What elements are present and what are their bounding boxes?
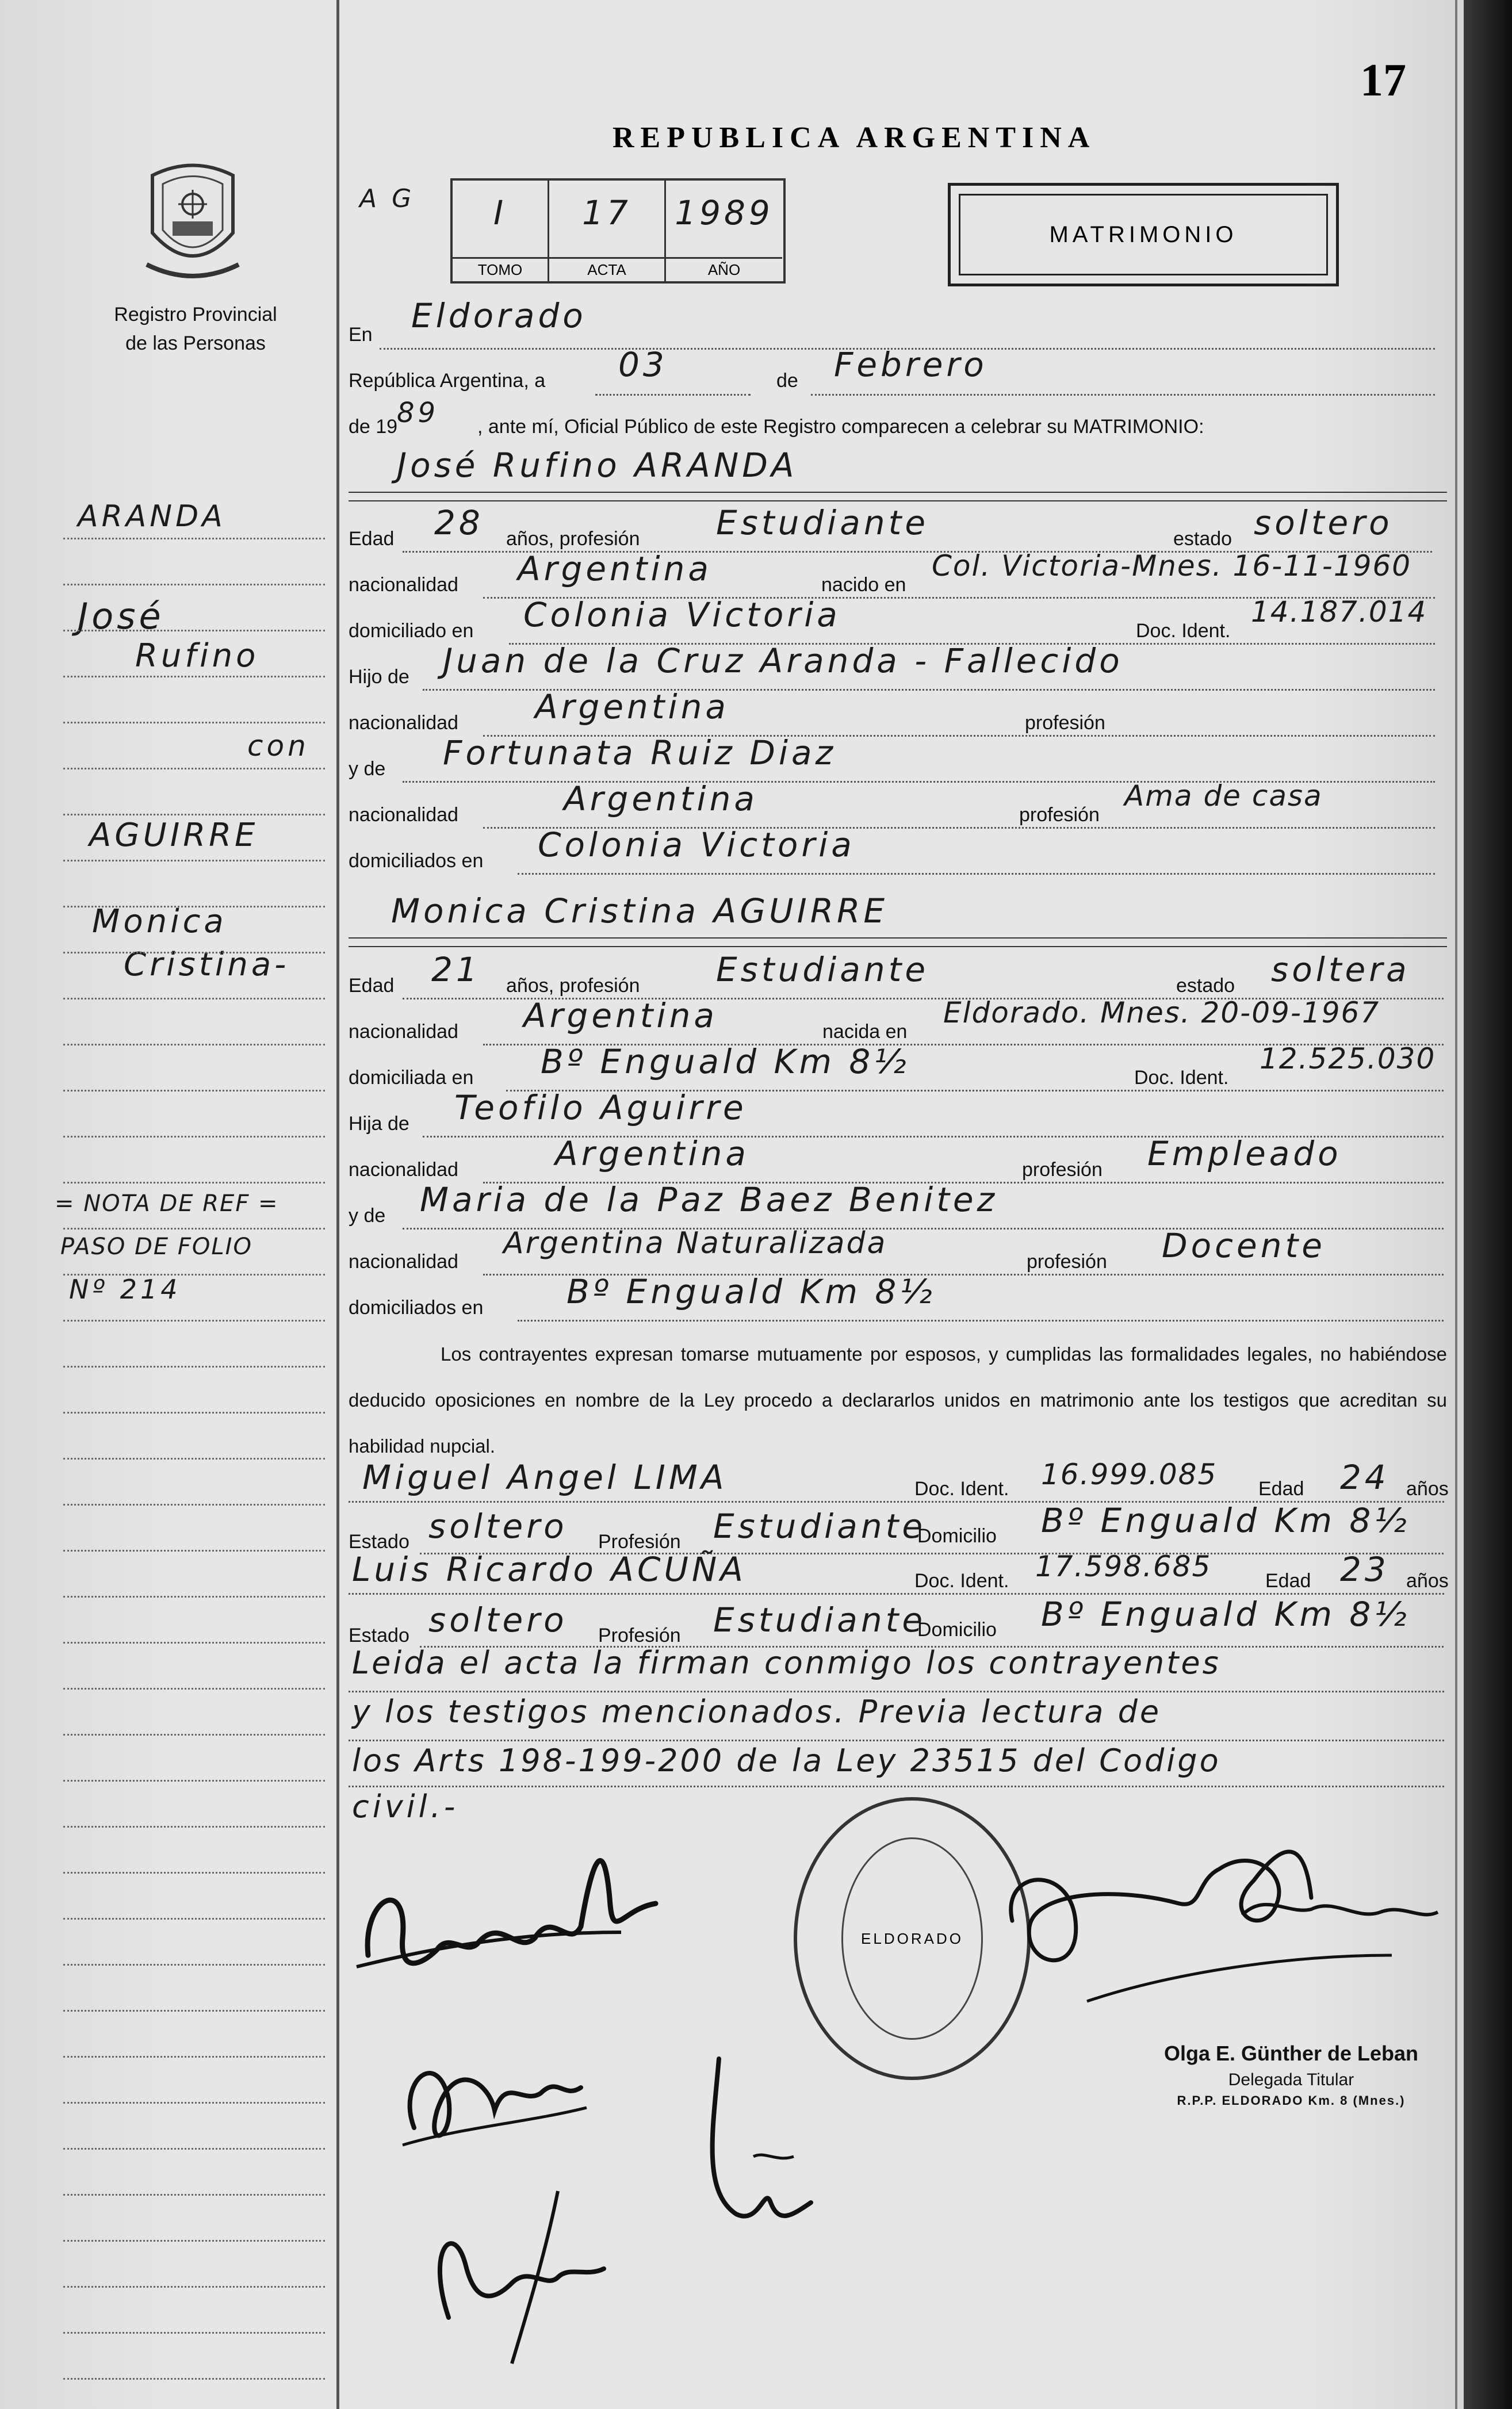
book-binding (1464, 0, 1512, 2409)
bride-profession: Estudiante (716, 950, 929, 989)
bride-domiciliados-label: domiciliados en (349, 1297, 484, 1319)
hand-prefix: A G (359, 184, 415, 213)
groom-y-de-label: y de (349, 758, 386, 780)
bride-domicile: Bº Enguald Km 8½ (541, 1042, 910, 1081)
dotted-line (811, 394, 1435, 396)
bride-father: Teofilo Aguirre (454, 1088, 747, 1127)
margin-dotted-line (63, 722, 325, 723)
margin-dotted-line (63, 1688, 325, 1690)
margin-dotted-line (63, 952, 325, 953)
groom-father-nat-label: nacionalidad (349, 712, 458, 734)
witness2-prof-label: Profesión (598, 1625, 681, 1646)
declaration-intro: , ante mí, Oficial Público de este Registro comparecen a celebrar su MATRIMONIO: (477, 416, 1204, 438)
officer-stamp (1130, 2042, 1452, 2108)
witness2-edad-label: Edad (1265, 1570, 1311, 1592)
bride-mother-prof: Docente (1162, 1226, 1326, 1265)
witness2-anos: años (1406, 1570, 1449, 1592)
anio-value: 1989 (675, 193, 774, 232)
margin-dotted-line (63, 676, 325, 677)
margin-dotted-line (63, 2010, 325, 2012)
margin-note-1: = NOTA DE REF = (55, 1190, 279, 1217)
closing-line-4: civil.- (352, 1788, 459, 1825)
margin-dotted-line (63, 1872, 325, 1874)
de-label: de (776, 370, 798, 392)
rule-line (349, 492, 1447, 493)
margin-dotted-line (63, 1826, 325, 1828)
witness1-name: Miguel Angel LIMA (362, 1458, 728, 1497)
rule-line (349, 946, 1447, 947)
bride-doc: 12.525.030 (1260, 1042, 1436, 1075)
page-edge (1455, 0, 1457, 2409)
year-suffix: 89 (397, 397, 439, 429)
page-number: 17 (1360, 55, 1406, 106)
groom-name: José Rufino ARANDA (397, 446, 798, 485)
witness1-doc-label: Doc. Ident. (914, 1478, 1009, 1500)
margin-dotted-line (63, 1596, 325, 1598)
groom-doc: 14.187.014 (1251, 595, 1427, 629)
margin-dotted-line (63, 1412, 325, 1414)
bride-mother-prof-label: profesión (1027, 1251, 1107, 1273)
groom-domiciliados-label: domiciliados en (349, 850, 484, 872)
place-value: Eldorado (411, 296, 587, 335)
dotted-line (518, 1320, 1444, 1322)
rule-line (349, 937, 1447, 939)
witness2-dom: Bº Enguald Km 8½ (1041, 1595, 1410, 1634)
witness2-age: 23 (1340, 1550, 1389, 1589)
groom-doc-label: Doc. Ident. (1136, 620, 1231, 642)
margin-dotted-line (63, 2286, 325, 2288)
margin-dotted-line (63, 1734, 325, 1736)
margin-bride-given1: Monica (92, 903, 227, 940)
groom-mother-nat: Argentina (564, 779, 758, 818)
bride-edad-label: Edad (349, 975, 395, 997)
officer-office: R.P.P. ELDORADO Km. 8 (Mnes.) (1177, 2093, 1406, 2108)
margin-dotted-line (63, 814, 325, 815)
bride-profesion-label: años, profesión (506, 975, 640, 997)
groom-estado: soltero (1254, 503, 1393, 542)
witness2-doc: 17.598.685 (1035, 1550, 1212, 1583)
margin-dotted-line (63, 2194, 325, 2196)
dotted-line (349, 1740, 1444, 1741)
tomo-acta-box (450, 178, 786, 284)
rule-line (349, 500, 1447, 501)
bride-father-nat-label: nacionalidad (349, 1159, 458, 1181)
margin-dotted-line (63, 1780, 325, 1782)
registry-line-2: de las Personas (125, 332, 266, 354)
margin-bride-given2: Cristina- (124, 946, 290, 983)
bride-father-prof-label: profesión (1022, 1159, 1103, 1181)
month-value: Febrero (834, 345, 987, 384)
groom-mother-prof-label: profesión (1019, 804, 1100, 826)
groom-domiciliado-label: domiciliado en (349, 620, 474, 642)
groom-edad-label: Edad (349, 528, 395, 550)
witness2-name: Luis Ricardo ACUÑA (352, 1550, 747, 1589)
groom-domicile: Colonia Victoria (523, 595, 841, 634)
year-prefix: de 19 (349, 416, 398, 438)
margin-con: con (247, 729, 309, 763)
bride-age: 21 (431, 950, 481, 989)
bride-estado: soltera (1271, 950, 1410, 989)
dotted-line (518, 873, 1435, 875)
margin-groom-given1: José (78, 595, 164, 637)
groom-birth: Col. Victoria-Mnes. 16-11-1960 (932, 549, 1412, 583)
act-type-label: MATRIMONIO (959, 194, 1328, 275)
bride-doc-label: Doc. Ident. (1134, 1067, 1229, 1089)
groom-profession: Estudiante (716, 503, 929, 542)
bride-domiciliada-label: domiciliada en (349, 1067, 474, 1089)
groom-mother-nat-label: nacionalidad (349, 804, 458, 826)
margin-note-2: PASO DE FOLIO (60, 1234, 252, 1260)
margin-dotted-line (63, 998, 325, 999)
witness2-doc-label: Doc. Ident. (914, 1570, 1009, 1592)
margin-dotted-line (63, 538, 325, 539)
officer-signature (989, 1811, 1444, 2053)
margin-dotted-line (63, 1274, 325, 1276)
groom-nacionalidad-label: nacionalidad (349, 574, 458, 596)
bride-mother-nat-label: nacionalidad (349, 1251, 458, 1273)
bride-estado-label: estado (1176, 975, 1235, 997)
closing-line-2: y los testigos mencionados. Previa lectura de (352, 1694, 1162, 1730)
margin-dotted-line (63, 1136, 325, 1138)
en-label: En (349, 324, 373, 346)
margin-dotted-line (63, 2102, 325, 2104)
anio-cell (666, 181, 782, 281)
bride-nacionalidad-label: nacionalidad (349, 1021, 458, 1043)
declaration-paragraph: Los contrayentes expresan tomarse mutuamente por esposos, y cumplidas las formalidades legales, no habiéndose deducido oposiciones en nombre de la Ley procedo a declararlos unidos en matrimonio ante los testigos que acreditan su habilidad nupcial. (349, 1343, 1447, 1457)
act-type-box (948, 183, 1339, 286)
bride-father-prof: Empleado (1147, 1134, 1342, 1173)
bride-nacida-label: nacida en (822, 1021, 908, 1043)
bride-mother: Maria de la Paz Baez Benitez (420, 1180, 998, 1219)
margin-rule (336, 0, 339, 2409)
witness1-anos: años (1406, 1478, 1449, 1500)
margin-dotted-line (63, 1090, 325, 1091)
closing-line-1: Leida el acta la firman conmigo los contrayentes (352, 1645, 1221, 1681)
groom-father-nat: Argentina (535, 687, 729, 726)
witness1-prof: Estudiante (713, 1507, 927, 1546)
groom-profesion-label: años, profesión (506, 528, 640, 550)
bride-y-de-label: y de (349, 1205, 386, 1227)
witness1-age: 24 (1340, 1458, 1389, 1497)
groom-nationality: Argentina (518, 549, 712, 588)
margin-dotted-line (63, 1228, 325, 1230)
acta-label: ACTA (549, 257, 664, 281)
groom-father: Juan de la Cruz Aranda - Fallecido (443, 641, 1123, 680)
bride-nationality: Argentina (523, 996, 718, 1035)
day-value: 03 (618, 345, 668, 384)
republica-label: República Argentina, a (349, 370, 546, 392)
groom-signature (351, 1811, 690, 1990)
margin-dotted-line (63, 2332, 325, 2334)
margin-dotted-line (63, 1964, 325, 1966)
witness1-estado-label: Estado (349, 1531, 409, 1553)
tomo-cell (453, 181, 549, 281)
dotted-line (349, 1786, 1444, 1787)
margin-dotted-line (63, 2240, 325, 2242)
groom-estado-label: estado (1173, 528, 1232, 550)
groom-nacido-label: nacido en (821, 574, 906, 596)
bride-birth: Eldorado. Mnes. 20-09-1967 (943, 996, 1380, 1029)
groom-mother-prof: Ama de casa (1124, 779, 1323, 813)
margin-dotted-line (63, 584, 325, 585)
margin-dotted-line (63, 860, 325, 861)
margin-dotted-line (63, 906, 325, 907)
margin-dotted-line (63, 1320, 325, 1322)
bride-signature (391, 2013, 598, 2162)
bride-father-nat: Argentina (555, 1134, 749, 1173)
witness2-estado: soltero (428, 1600, 568, 1640)
witness1-dom-label: Domicilio (917, 1525, 997, 1547)
bride-name: Monica Cristina AGUIRRE (391, 891, 888, 930)
margin-dotted-line (63, 768, 325, 769)
witness2-signature (679, 2042, 886, 2249)
margin-bride-surname: AGUIRRE (89, 817, 259, 854)
country-heading: REPUBLICA ARGENTINA (613, 121, 1096, 154)
registry-name (92, 300, 299, 358)
dotted-line (349, 1691, 1444, 1692)
acta-value: 17 (582, 193, 631, 232)
officer-title: Delegada Titular (1228, 2070, 1354, 2089)
margin-dotted-line (63, 2056, 325, 2058)
witness2-dom-label: Domicilio (917, 1619, 997, 1641)
anio-label: AÑO (666, 257, 782, 281)
margin-dotted-line (63, 2148, 325, 2150)
witness2-prof: Estudiante (713, 1600, 927, 1640)
acta-cell (549, 181, 666, 281)
margin-dotted-line (63, 1550, 325, 1552)
margin-dotted-line (63, 1366, 325, 1368)
margin-dotted-line (63, 630, 325, 631)
margin-dotted-line (63, 1504, 325, 1506)
margin-dotted-line (63, 1458, 325, 1460)
margin-dotted-line (63, 1918, 325, 1920)
bride-mother-nat: Argentina Naturalizada (503, 1226, 887, 1261)
witness1-estado: soltero (428, 1507, 568, 1546)
bride-hija-label: Hija de (349, 1113, 409, 1135)
margin-dotted-line (63, 1044, 325, 1045)
groom-parents-domicile: Colonia Victoria (538, 825, 855, 864)
groom-father-prof-label: profesión (1025, 712, 1105, 734)
groom-mother: Fortunata Ruiz Diaz (443, 733, 837, 772)
witness1-signature (414, 2180, 621, 2369)
bride-parents-domicile: Bº Enguald Km 8½ (566, 1272, 936, 1311)
witness1-doc: 16.999.085 (1041, 1458, 1218, 1491)
dotted-line (595, 394, 751, 396)
margin-groom-surname: ARANDA (78, 499, 226, 534)
witness1-dom: Bº Enguald Km 8½ (1041, 1501, 1410, 1540)
seal-city: ELDORADO (841, 1837, 983, 2040)
witness1-prof-label: Profesión (598, 1531, 681, 1553)
tomo-value: I (493, 193, 507, 232)
groom-hijo-label: Hijo de (349, 666, 409, 688)
margin-note-3: Nº 214 (69, 1274, 181, 1305)
margin-dotted-line (63, 2378, 325, 2380)
closing-line-3: los Arts 198-199-200 de la Ley 23515 del Codigo (352, 1742, 1221, 1779)
witness1-edad-label: Edad (1258, 1478, 1304, 1500)
witness2-estado-label: Estado (349, 1625, 409, 1646)
officer-name: Olga E. Günther de Leban (1163, 2042, 1419, 2065)
margin-groom-given2: Rufino (135, 637, 259, 675)
margin-dotted-line (63, 1642, 325, 1644)
registry-line-1: Registro Provincial (114, 304, 277, 325)
groom-age: 28 (434, 503, 484, 542)
tomo-label: TOMO (453, 257, 548, 281)
coat-of-arms-icon (141, 158, 244, 285)
margin-dotted-line (63, 1182, 325, 1184)
